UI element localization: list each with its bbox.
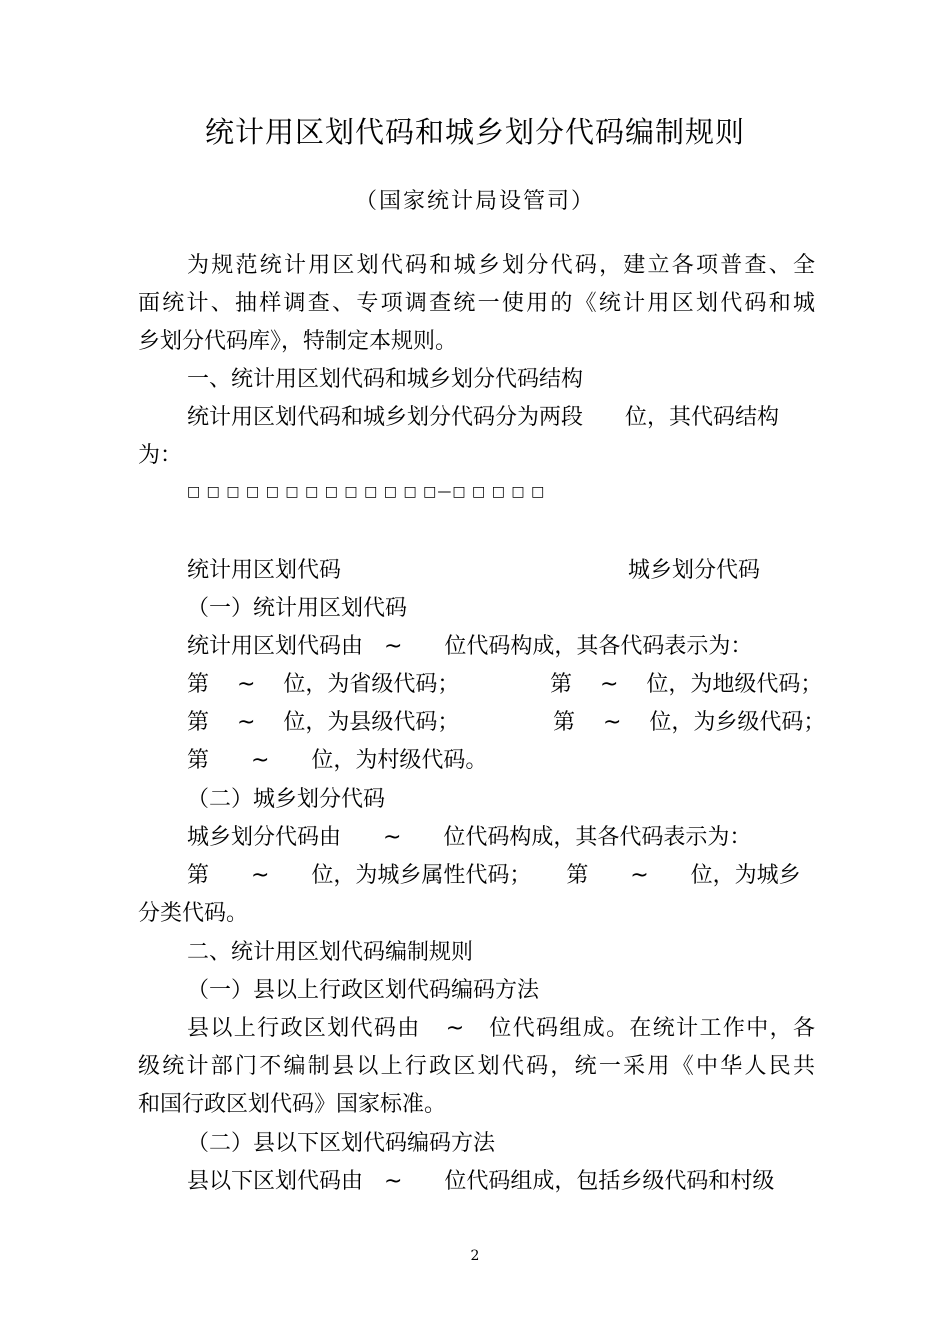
subsection-heading: （二）城乡划分代码 <box>187 787 386 812</box>
paragraph-line: 县以上行政区划代码由 ~ 位代码组成。在统计工作中，各 <box>187 1016 815 1041</box>
document-title: 统计用区划代码和城乡划分代码编制规则 <box>204 115 745 149</box>
document-subtitle: （国家统计局设管司） <box>354 189 595 214</box>
subsection-heading: （二）县以下区划代码编码方法 <box>187 1131 496 1156</box>
code-label-left: 统计用区划代码 <box>187 558 342 583</box>
paragraph-line: 分类代码。 <box>138 901 249 926</box>
paragraph-line: 县以下区划代码由 ~ 位代码组成，包括乡级代码和村级 <box>187 1169 775 1194</box>
paragraph-line: 为： <box>138 443 183 468</box>
paragraph-line: 为规范统计用区划代码和城乡划分代码，建立各项普查、全 <box>187 253 815 278</box>
section-heading: 一、统计用区划代码和城乡划分代码结构 <box>187 367 584 392</box>
paragraph-line: 面统计、抽样调查、专项调查统一使用的《统计用区划代码和城 <box>138 291 815 316</box>
paragraph-line: 和国行政区划代码》国家标准。 <box>138 1092 447 1117</box>
code-digit-range: 第 ~ 位，为地级代码； <box>550 672 823 697</box>
paragraph-line: 统计用区划代码由 ~ 位代码构成，其各代码表示为： <box>187 634 753 659</box>
paragraph-line: 乡划分代码库》，特制定本规则。 <box>138 329 458 354</box>
paragraph-line: 统计用区划代码和城乡划分代码分为两段 位，其代码结构 <box>187 405 779 430</box>
section-heading: 二、统计用区划代码编制规则 <box>187 940 474 965</box>
code-digit-range: 第 ~ 位，为省级代码； <box>187 672 460 697</box>
code-digit-range: 第 ~ 位，为县级代码； <box>187 710 460 735</box>
paragraph-line: 城乡划分代码由 ~ 位代码构成，其各代码表示为： <box>187 825 752 850</box>
code-digit-range: 第 ~ 位，为村级代码。 <box>187 748 488 773</box>
paragraph-line: 第 ~ 位，为城乡属性代码； 第 ~ 位，为城乡 <box>187 863 801 888</box>
code-digit-range: 第 ~ 位，为乡级代码； <box>553 710 826 735</box>
paragraph-line: 级统计部门不编制县以上行政区划代码，统一采用《中华人民共 <box>138 1054 815 1079</box>
page-number: 2 <box>470 1248 480 1264</box>
subsection-heading: （一）统计用区划代码 <box>187 596 408 621</box>
code-label-right: 城乡划分代码 <box>628 558 761 583</box>
code-structure-boxes: □ □ □ □ □ □ □ □ □ □ □ □ □—□ □ □ □ □ <box>187 484 546 500</box>
subsection-heading: （一）县以上行政区划代码编码方法 <box>187 978 540 1003</box>
